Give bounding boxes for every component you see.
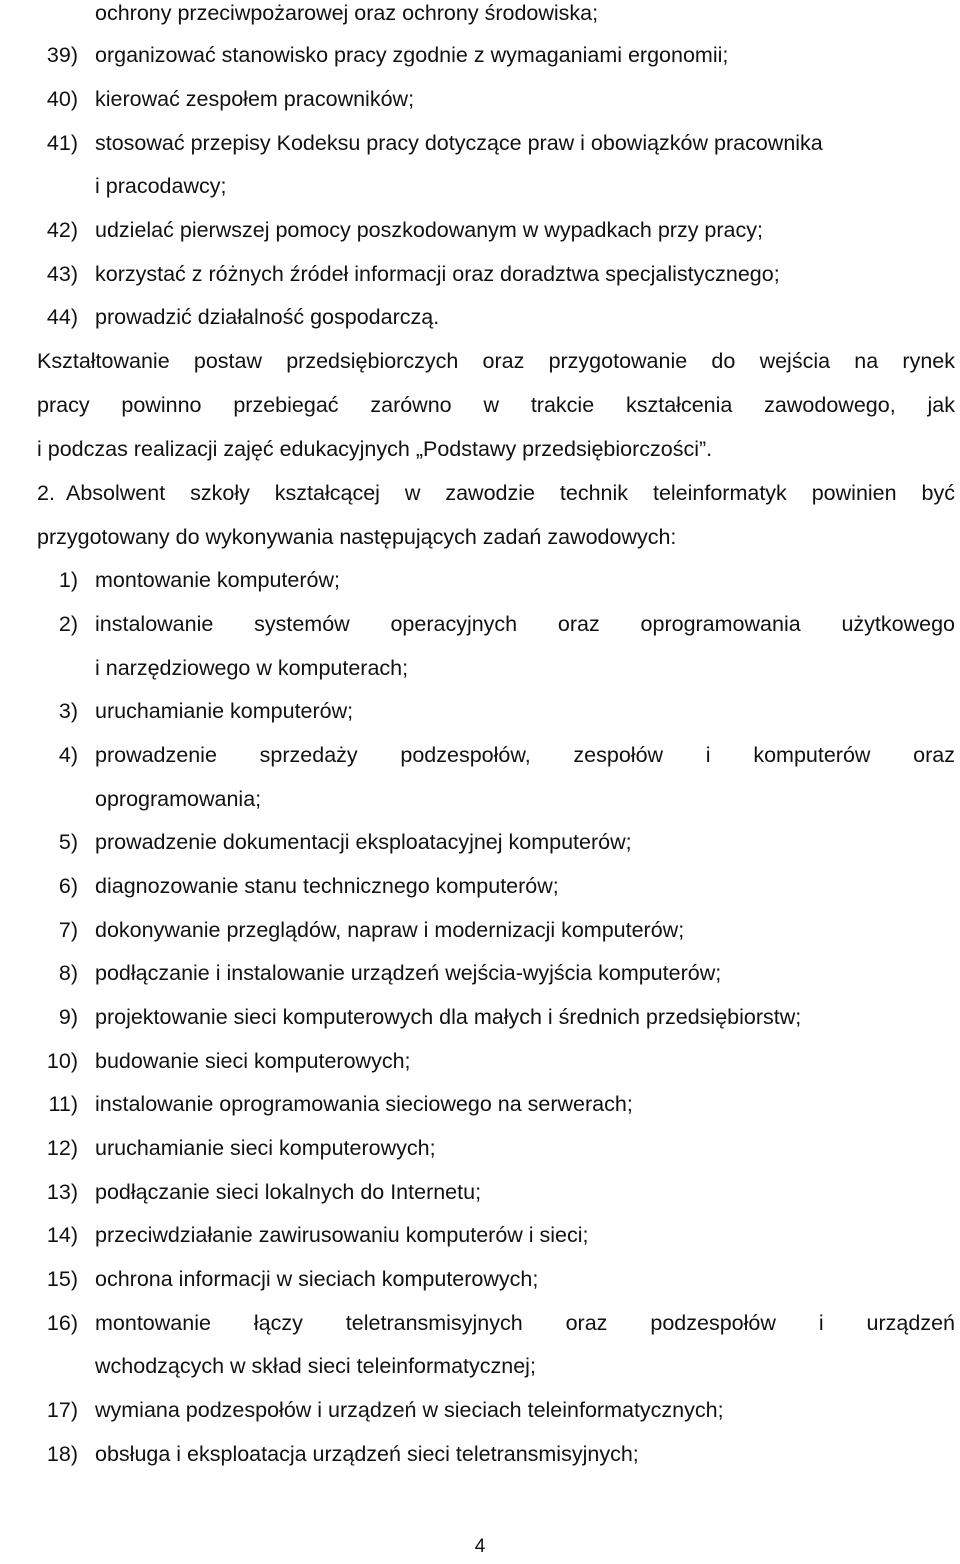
task-text: montowanie łączy teletransmisyjnych oraz podzespołów i urządzeń [95,1311,955,1335]
list-item-number: 41) [46,131,78,155]
task-number: 12) [46,1136,78,1160]
task-number: 18) [46,1442,78,1466]
list-item-text: korzystać z różnych źródeł informacji oraz doradztwa specjalistycznego; [95,262,780,286]
task-text: instalowanie systemów operacyjnych oraz oprogramowania użytkowego [95,612,955,636]
task-number: 16) [46,1311,78,1335]
list-item-text: i pracodawcy; [95,174,227,198]
list-item-number: 44) [46,305,78,329]
task-text: montowanie komputerów; [95,568,340,592]
list-item-text: udzielać pierwszej pomocy poszkodowanym w wypadkach przy pracy; [95,218,763,242]
task-text: oprogramowania; [95,787,262,811]
list-item-text: organizować stanowisko pracy zgodnie z wymaganiami ergonomii; [95,43,729,67]
page-number: 4 [474,1536,486,1557]
task-text: uruchamianie komputerów; [95,699,354,723]
list-item-text: kierować zespołem pracowników; [95,87,415,111]
task-text: projektowanie sieci komputerowych dla małych i średnich przedsiębiorstw; [95,1005,802,1029]
task-text: przeciwdziałanie zawirusowaniu komputerów i sieci; [95,1223,589,1247]
task-text: uruchamianie sieci komputerowych; [95,1136,436,1160]
task-text: i narzędziowego w komputerach; [95,656,409,680]
section-heading-line: Absolwent szkoły kształcącej w zawodzie technik teleinformatyk powinien być [66,481,955,505]
task-text: podłączanie i instalowanie urządzeń wejścia-wyjścia komputerów; [95,961,722,985]
task-number: 15) [46,1267,78,1291]
task-text: prowadzenie dokumentacji eksploatacyjnej komputerów; [95,830,632,854]
task-text: dokonywanie przeglądów, napraw i modernizacji komputerów; [95,918,685,942]
task-text: diagnozowanie stanu technicznego komputerów; [95,874,559,898]
task-number: 17) [46,1398,78,1422]
task-number: 5) [58,830,78,854]
task-text: obsługa i eksploatacja urządzeń sieci teletransmisyjnych; [95,1442,639,1466]
list-item-number: 40) [46,87,78,111]
list-item-number: 39) [46,43,78,67]
task-text: instalowanie oprogramowania sieciowego na serwerach; [95,1092,633,1116]
paragraph-line: pracy powinno przebiegać zarówno w trakcie kształcenia zawodowego, jak [37,393,955,417]
task-text: prowadzenie sprzedaży podzespołów, zespołów i komputerów oraz [95,743,955,767]
task-number: 4) [58,743,78,767]
task-text: ochrona informacji w sieciach komputerowych; [95,1267,539,1291]
task-number: 13) [46,1180,78,1204]
list-item-text: prowadzić działalność gospodarczą. [95,305,440,329]
section-heading-line: przygotowany do wykonywania następujących zadań zawodowych: [37,525,677,549]
task-number: 7) [58,918,78,942]
task-number: 1) [58,568,78,592]
task-number: 14) [46,1223,78,1247]
task-number: 6) [58,874,78,898]
task-number: 9) [58,1005,78,1029]
section-number: 2. [37,481,55,505]
paragraph-line: i podczas realizacji zajęć edukacyjnych „Podstawy przedsiębiorczości”. [37,437,713,461]
list-item-continuation: ochrony przeciwpożarowej oraz ochrony środowiska; [95,1,599,25]
task-number: 3) [58,699,78,723]
task-number: 11) [48,1092,78,1116]
task-number: 10) [46,1049,78,1073]
list-item-number: 43) [46,262,78,286]
paragraph-line: Kształtowanie postaw przedsiębiorczych oraz przygotowanie do wejścia na rynek [37,349,955,373]
task-text: wchodzących w skład sieci teleinformatycznej; [95,1354,536,1378]
task-text: budowanie sieci komputerowych; [95,1049,411,1073]
task-number: 8) [58,961,78,985]
task-text: podłączanie sieci lokalnych do Internetu; [95,1180,482,1204]
list-item-text: stosować przepisy Kodeksu pracy dotyczące praw i obowiązków pracownika [95,131,823,155]
list-item-number: 42) [46,218,78,242]
task-number: 2) [58,612,78,636]
task-text: wymiana podzespołów i urządzeń w sieciach teleinformatycznych; [95,1398,724,1422]
